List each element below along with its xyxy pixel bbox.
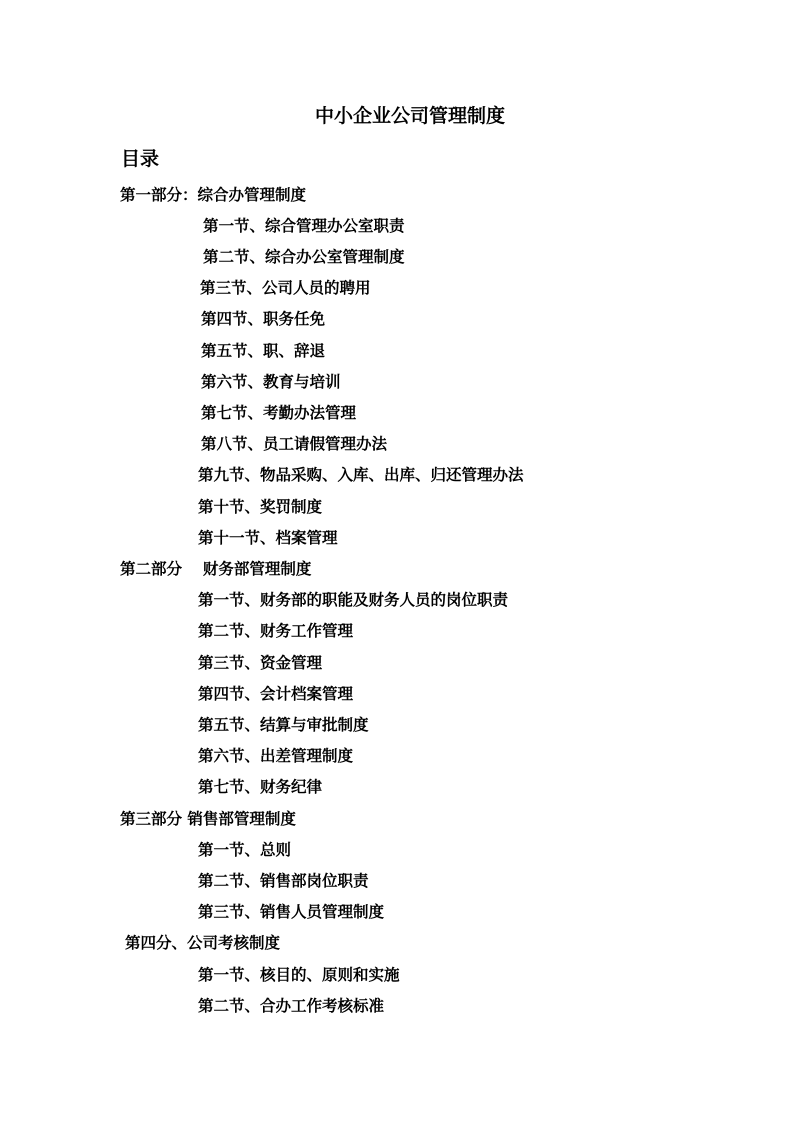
toc-part-2-section-2: 第二节、财务工作管理 [198, 622, 354, 640]
toc-part-3-section-3: 第三节、销售人员管理制度 [198, 903, 385, 921]
toc-part-2-section-1: 第一节、财务部的职能及财务人员的岗位职责 [198, 591, 509, 609]
toc-part-1-section-1: 第一节、综合管理办公室职责 [203, 217, 405, 235]
toc-heading: 目录 [121, 148, 160, 170]
toc-part-3-section-1: 第一节、总则 [198, 841, 292, 859]
toc-part-3-label: 第三部分 销售部管理制度 [120, 810, 296, 828]
toc-part-1-section-8: 第八节、员工请假管理办法 [201, 435, 388, 453]
toc-part-1-section-11: 第十一节、档案管理 [198, 529, 338, 547]
toc-part-2-label: 第二部分 财务部管理制度 [120, 560, 312, 578]
toc-part-3-section-2: 第二节、销售部岗位职责 [198, 872, 369, 890]
toc-part-4-section-2: 第二节、合办工作考核标准 [198, 997, 385, 1015]
toc-part-1-section-7: 第七节、考勤办法管理 [201, 404, 357, 422]
toc-part-2-section-6: 第六节、出差管理制度 [198, 747, 354, 765]
toc-part-1-section-6: 第六节、教育与培训 [201, 373, 341, 391]
toc-part-2-section-3: 第三节、资金管理 [198, 654, 323, 672]
toc-part-1-section-5: 第五节、职、辞退 [201, 342, 326, 360]
toc-part-1-section-9: 第九节、物品采购、入库、出库、归还管理办法 [198, 466, 524, 484]
toc-part-1-section-4: 第四节、职务任免 [201, 310, 326, 328]
toc-part-1-section-2: 第二节、综合办公室管理制度 [203, 248, 405, 266]
toc-part-2-section-4: 第四节、会计档案管理 [198, 685, 354, 703]
toc-part-1-section-3: 第三节、公司人员的聘用 [200, 279, 371, 297]
document-title: 中小企业公司管理制度 [314, 105, 505, 127]
toc-part-4-label: 第四分、公司考核制度 [125, 934, 281, 952]
toc-part-1-label: 第一部分：综合办管理制度 [120, 186, 307, 204]
toc-part-1-section-10: 第十节、奖罚制度 [198, 498, 323, 516]
toc-part-2-section-5: 第五节、结算与审批制度 [198, 716, 369, 734]
toc-part-4-section-1: 第一节、核目的、原则和实施 [198, 966, 400, 984]
toc-part-2-section-7: 第七节、财务纪律 [198, 778, 323, 796]
